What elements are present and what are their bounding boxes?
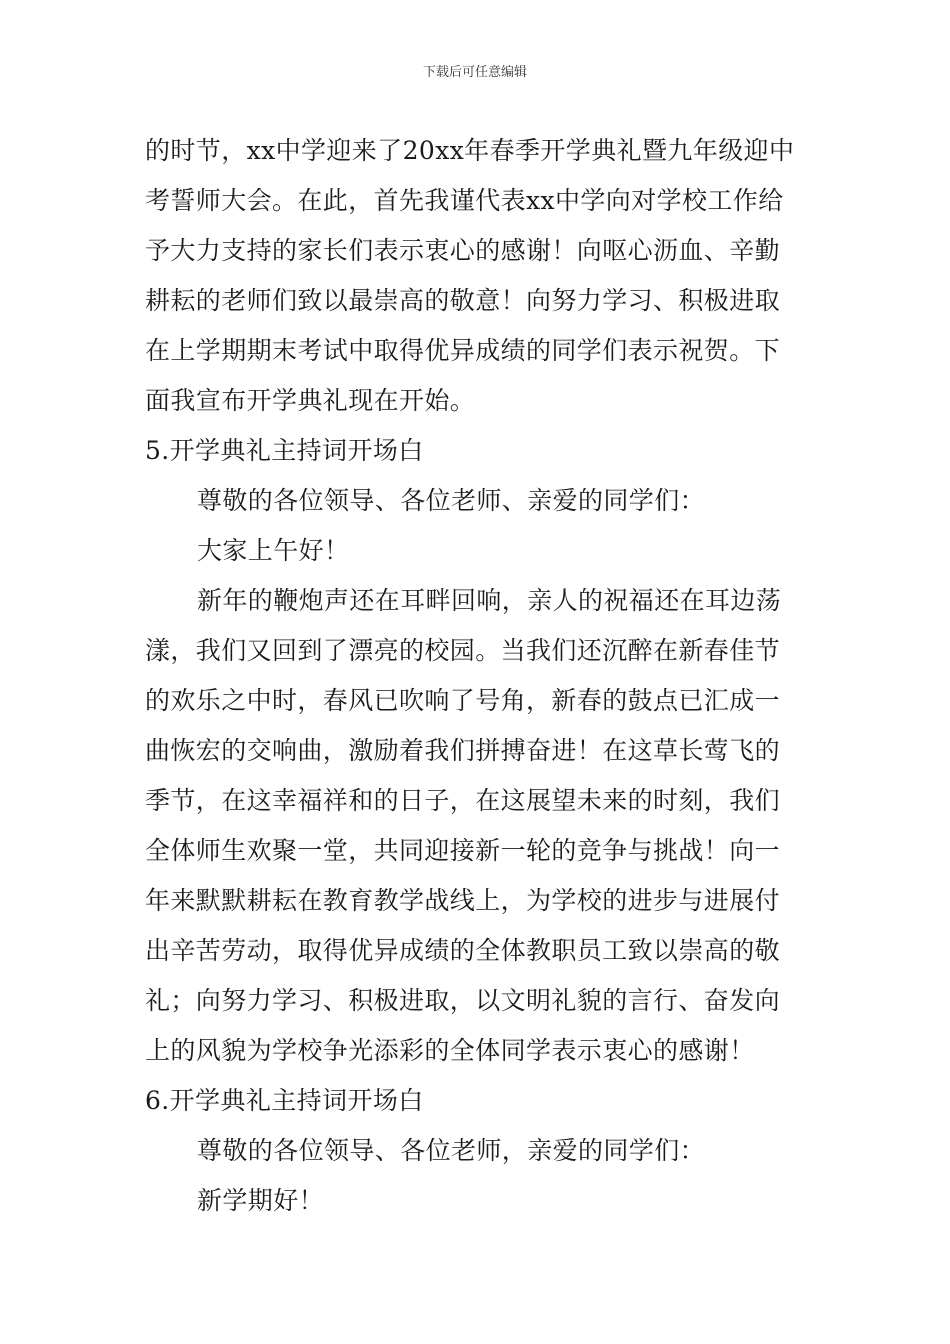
text-line: 予大力支持的家长们表示衷心的感谢！向呕心沥血、辛勤: [145, 236, 781, 265]
text-line: 面我宣布开学典礼现在开始。: [145, 386, 476, 415]
page-header: 下载后可任意编辑: [422, 65, 527, 80]
text-line: 季节，在这幸福祥和的日子，在这展望未来的时刻，我们: [145, 786, 781, 815]
text-line: 的时节，xx中学迎来了20xx年春季开学典礼暨九年级迎中: [145, 136, 795, 165]
text-line: 曲恢宏的交响曲，激励着我们拼搏奋进！在这草长莺飞的: [145, 736, 781, 765]
text-line: 耕耘的老师们致以最崇高的敬意！向努力学习、积极进取: [145, 286, 781, 315]
text-line: 上的风貌为学校争光添彩的全体同学表示衷心的感谢！: [145, 1036, 755, 1065]
text-line: 礼；向努力学习、积极进取，以文明礼貌的言行、奋发向: [145, 986, 781, 1015]
text-line: 年来默默耕耘在教育教学战线上，为学校的进步与进展付: [145, 886, 781, 915]
text-line: 的欢乐之中时，春风已吹响了号角，新春的鼓点已汇成一: [145, 686, 781, 715]
text-line: 新年的鞭炮声还在耳畔回响，亲人的祝福还在耳边荡: [197, 586, 782, 615]
text-line: 考誓师大会。在此，首先我谨代表xx中学向对学校工作给: [145, 186, 784, 215]
document-body: [145, 126, 810, 1226]
text-line: 6.开学典礼主持词开场白: [145, 1086, 424, 1115]
text-line: 漾，我们又回到了漂亮的校园。当我们还沉醉在新春佳节: [145, 636, 781, 665]
text-line: 在上学期期末考试中取得优异成绩的同学们表示祝贺。下: [145, 336, 781, 365]
text-line: 出辛苦劳动，取得优异成绩的全体教职员工致以崇高的敬: [145, 936, 781, 965]
text-line: 全体师生欢聚一堂，共同迎接新一轮的竞争与挑战！向一: [145, 836, 781, 865]
text-line: 尊敬的各位领导、各位老师，亲爱的同学们：: [197, 1136, 706, 1165]
text-line: 新学期好！: [197, 1186, 325, 1215]
text-line: 5.开学典礼主持词开场白: [145, 436, 424, 465]
text-line: 大家上午好！: [197, 536, 350, 565]
text-line: 尊敬的各位领导、各位老师、亲爱的同学们：: [197, 486, 706, 515]
